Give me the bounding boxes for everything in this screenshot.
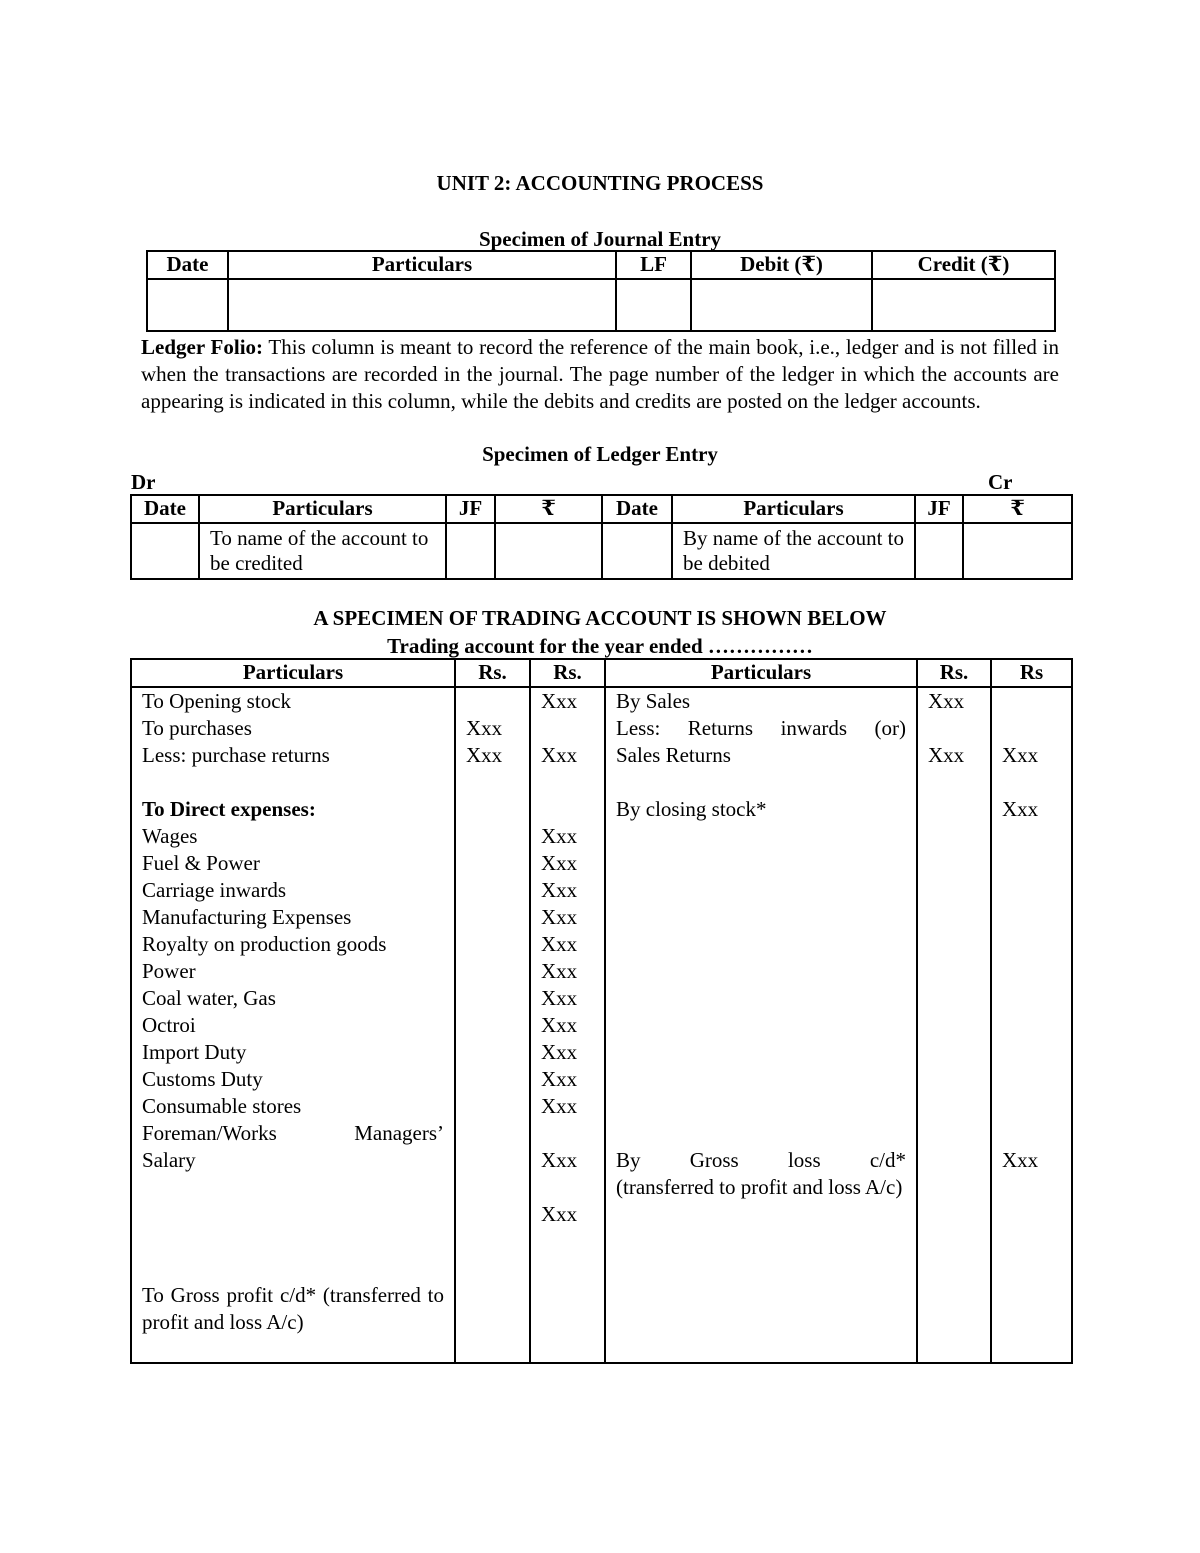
trading-right-returns-word: (or) xyxy=(874,716,906,740)
ledger-cell xyxy=(963,523,1072,579)
trading-right-rs-2 xyxy=(991,687,1072,1363)
trading-left-item: Consumable stores xyxy=(142,1094,302,1118)
ledger-col-particulars-right: Particulars xyxy=(672,495,915,523)
trading-left-item: Royalty on production goods xyxy=(142,932,387,956)
ledger-col-date-right: Date xyxy=(602,495,672,523)
journal-cell xyxy=(147,279,228,331)
ledger-cr-label: Cr xyxy=(988,470,1013,494)
amount: Xxx xyxy=(466,716,503,740)
ledger-cell xyxy=(131,523,199,579)
trading-left-rs-2 xyxy=(530,687,605,1363)
trading-left-subheading: To Direct expenses: xyxy=(142,797,316,821)
trading-left-foreman xyxy=(142,1120,444,1147)
amount: Xxx xyxy=(541,1067,578,1091)
journal-col-date: Date xyxy=(147,251,228,279)
ledger-col-particulars-left: Particulars xyxy=(199,495,446,523)
amount: Xxx xyxy=(541,1202,578,1226)
trading-right-returns-word: inwards xyxy=(780,716,848,740)
journal-cell xyxy=(691,279,872,331)
amount: Xxx xyxy=(541,986,578,1010)
journal-col-credit: Credit (₹) xyxy=(872,251,1055,279)
trading-col-rs-left-2: Rs. xyxy=(530,659,605,687)
trading-right-returns-word: Less: xyxy=(616,716,661,740)
trading-right-particulars xyxy=(605,687,917,1363)
ledger-folio-paragraph xyxy=(141,334,1059,415)
trading-left-foreman-b: Managers’ xyxy=(354,1121,444,1145)
trading-left-item: Coal water, Gas xyxy=(142,986,276,1010)
amount: Xxx xyxy=(928,743,965,767)
trading-right-gross-loss-rest: (transferred to profit and loss A/c) xyxy=(616,1175,903,1199)
amount: Xxx xyxy=(541,743,578,767)
amount: Xxx xyxy=(541,1040,578,1064)
amount: Xxx xyxy=(541,878,578,902)
amount: Xxx xyxy=(928,689,965,713)
journal-cell xyxy=(228,279,616,331)
journal-col-lf: LF xyxy=(616,251,691,279)
trading-right-item: By Sales xyxy=(616,689,691,713)
trading-left-particulars xyxy=(131,687,455,1363)
ledger-col-jf-right: JF xyxy=(915,495,963,523)
ledger-cell xyxy=(602,523,672,579)
trading-left-item: Import Duty xyxy=(142,1040,247,1064)
trading-right-gross-loss-word: loss xyxy=(787,1148,821,1172)
trading-left-item: Less: purchase returns xyxy=(142,743,330,767)
amount: Xxx xyxy=(541,851,578,875)
ledger-col-amount-left: ₹ xyxy=(495,495,602,523)
trading-left-gross-profit: To Gross profit c/d* (transferred to profit and loss A/c) xyxy=(142,1283,444,1334)
amount: Xxx xyxy=(541,1013,578,1037)
trading-left-item: Salary xyxy=(142,1148,196,1172)
trading-left-item: To Opening stock xyxy=(142,689,292,713)
trading-col-particulars-right: Particulars xyxy=(605,659,917,687)
journal-cell xyxy=(872,279,1055,331)
ledger-right-particular: By name of the account to be debited xyxy=(672,523,915,579)
journal-cell xyxy=(616,279,691,331)
amount: Xxx xyxy=(1002,1148,1039,1172)
ledger-cell xyxy=(495,523,602,579)
trading-right-gross-loss xyxy=(616,1147,906,1174)
ledger-col-jf-left: JF xyxy=(446,495,495,523)
trading-right-item: Sales Returns xyxy=(616,743,731,767)
trading-left-item: Manufacturing Expenses xyxy=(142,905,352,929)
amount: Xxx xyxy=(541,689,578,713)
trading-right-gross-loss-word: Gross xyxy=(689,1148,739,1172)
ledger-col-date-left: Date xyxy=(131,495,199,523)
ledger-col-amount-right: ₹ xyxy=(963,495,1072,523)
trading-left-item: Wages xyxy=(142,824,198,848)
journal-heading: Specimen of Journal Entry xyxy=(478,227,722,251)
ledger-heading: Specimen of Ledger Entry xyxy=(482,442,718,466)
amount: Xxx xyxy=(541,1094,578,1118)
trading-right-gross-loss-word: c/d* xyxy=(869,1148,906,1172)
amount: Xxx xyxy=(541,959,578,983)
ledger-cell xyxy=(446,523,495,579)
trading-right-returns xyxy=(616,715,906,742)
trading-subheading: Trading account for the year ended …………… xyxy=(387,634,813,658)
ledger-folio-label: Ledger Folio: xyxy=(141,335,264,359)
ledger-table xyxy=(130,494,1073,580)
ledger-folio-text: This column is meant to record the reference of the main book, i.e., ledger and is not filled in when the transactions are recorded in the journal. The page number of the ledger in which the accounts are appearing is indicated in this column, while the debits and credits are posted on the ledger accounts. xyxy=(141,335,1059,413)
trading-left-item: Carriage inwards xyxy=(142,878,287,902)
ledger-cell xyxy=(915,523,963,579)
trading-left-item: To purchases xyxy=(142,716,252,740)
trading-right-returns-word: Returns xyxy=(687,716,754,740)
amount: Xxx xyxy=(1002,743,1039,767)
trading-left-item: Fuel & Power xyxy=(142,851,260,875)
trading-right-item: By closing stock* xyxy=(616,797,767,821)
amount: Xxx xyxy=(541,824,578,848)
trading-col-rs-left-1: Rs. xyxy=(455,659,530,687)
trading-left-foreman-a: Foreman/Works xyxy=(142,1121,277,1145)
trading-col-particulars-left: Particulars xyxy=(131,659,455,687)
trading-col-rs-right-2: Rs xyxy=(991,659,1072,687)
trading-right-rs-1 xyxy=(917,687,991,1363)
journal-col-particulars: Particulars xyxy=(228,251,616,279)
journal-table xyxy=(146,250,1056,332)
trading-left-item: Customs Duty xyxy=(142,1067,263,1091)
trading-left-rs-1 xyxy=(455,687,530,1363)
trading-table xyxy=(130,658,1073,1364)
trading-left-item: Power xyxy=(142,959,196,983)
amount: Xxx xyxy=(541,932,578,956)
amount: Xxx xyxy=(541,905,578,929)
amount: Xxx xyxy=(1002,797,1039,821)
trading-col-rs-right-1: Rs. xyxy=(917,659,991,687)
amount: Xxx xyxy=(541,1148,578,1172)
ledger-dr-label: Dr xyxy=(131,470,156,494)
page-title: UNIT 2: ACCOUNTING PROCESS xyxy=(436,171,764,195)
ledger-left-particular: To name of the account to be credited xyxy=(199,523,446,579)
journal-col-debit: Debit (₹) xyxy=(691,251,872,279)
trading-left-item: Octroi xyxy=(142,1013,196,1037)
trading-heading: A SPECIMEN OF TRADING ACCOUNT IS SHOWN BELOW xyxy=(313,606,887,630)
trading-right-gross-loss-word: By xyxy=(616,1148,641,1172)
amount: Xxx xyxy=(466,743,503,767)
